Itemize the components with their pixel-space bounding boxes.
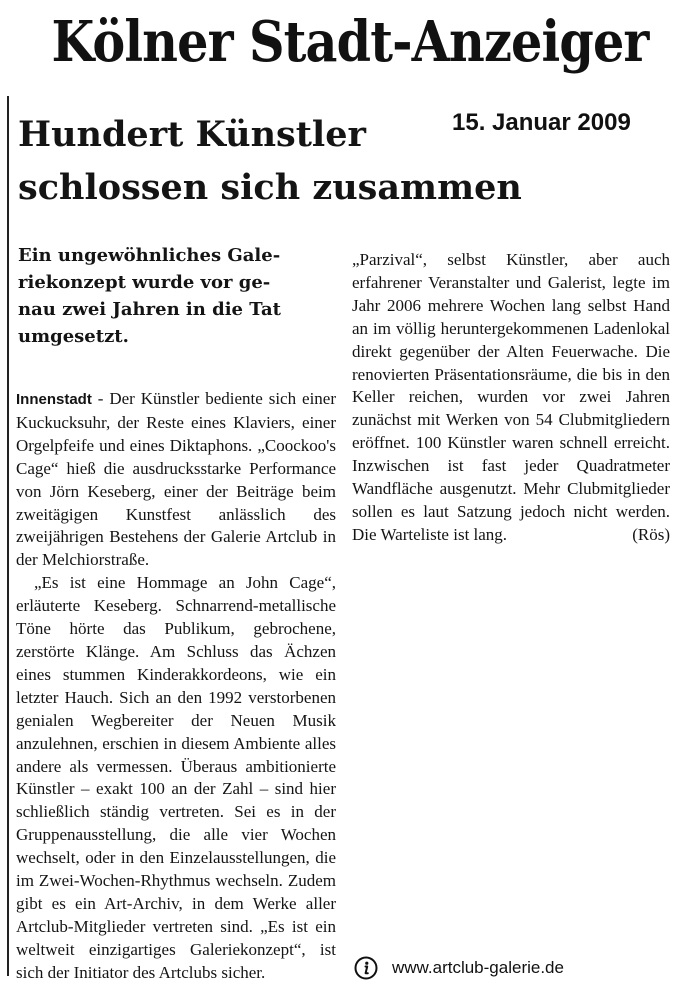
author-signature: (Rös) — [632, 524, 670, 544]
paragraph-1-text: - Der Künstler bediente sich einer Kuckucksuhr, der Reste eines Klaviers, einer Orgelpfeife und eines Diktaphons. „Coockoo's Cage“ hieß die ausdrucksstarke Performance von Jörn Keseberg, einer der Beiträge beim zweitägigen Kunstfest anlässlich des zweijährigen Bestehens der Galerie Artclub in der Melchiorstraße. — [16, 389, 336, 570]
info-icon — [354, 956, 378, 980]
website-url[interactable]: www.artclub-galerie.de — [392, 958, 564, 977]
paragraph-3-text: „Parzival“, selbst Künstler, aber auch erfahrener Veranstalter und Galerist, legte im Jahr 2006 mehrere Wochen lang selbst Hand an im völlig heruntergekommenen Ladenlokal direkt gegenüber der Alten Feuerwache. Die renovierten Präsentationsräume, die bis in den Keller reichen, wurden vor zwei Jahren zunächst mit Werken von 54 Clubmitgliedern eröffnet. 100 Künstler waren schnell erreicht. Inzwischen ist fast jeder Quadratmeter Wandfläche ausgenutzt. Mehr Clubmitglieder sollen es laut Satzung jedoch nicht werden. Die Warteliste ist lang. — [352, 250, 670, 544]
headline-line-2: schlossen sich zusammen — [18, 167, 522, 208]
masthead: Kölner Stadt-Anzeiger — [51, 9, 649, 75]
paragraph-1 — [16, 388, 336, 572]
paragraph-2: „Es ist eine Hommage an John Cage“, erläuterte Keseberg. Schnarrend-metallische Töne hörte das Publikum, gebrochene, zerstörte Klänge. Am Schluss das Ächzen eines stummen Kinderakkordeons, wie ein letzter Hauch. Sich an den 1992 verstorbenen genialen Wegbereiter der Neuen Musik anzulehnen, erschien in diesem Ambiente alles andere als vermessen. Überaus ambitionierte Künstler – exakt 100 an der Zahl – sind hier schließlich ständig vertreten. Sei es in der Gruppenausstellung, die alle vier Wochen wechselt, oder in den Einzelausstellungen, die im Zwei-Wochen-Rhythmus wechseln. Zudem gibt es ein Art-Archiv, in dem Werke aller Artclub-Mitglieder vertreten sind. „Es ist ein weltweit einzigartiges Galeriekonzept“, ist sich der Initiator des Artclubs sicher. — [16, 573, 336, 982]
subheadline-line: Ein ungewöhnliches Gale- — [18, 245, 281, 266]
subheadline-line: riekonzept wurde vor ge- — [18, 272, 271, 293]
publication-date: 15. Januar 2009 — [452, 109, 631, 136]
headline — [18, 108, 618, 214]
subheadline-line: nau zwei Jahren in die Tat — [18, 299, 281, 320]
headline-line-1: Hundert Künstler — [18, 114, 366, 155]
dateline: Innenstadt — [16, 391, 92, 408]
article-column-2 — [352, 249, 670, 547]
subheadline-line: umgesetzt. — [18, 326, 129, 347]
footer-link[interactable] — [354, 954, 674, 982]
article-column-1 — [16, 388, 336, 985]
subheadline — [18, 242, 336, 350]
paragraph-3 — [352, 249, 670, 547]
column-rule — [7, 96, 9, 976]
